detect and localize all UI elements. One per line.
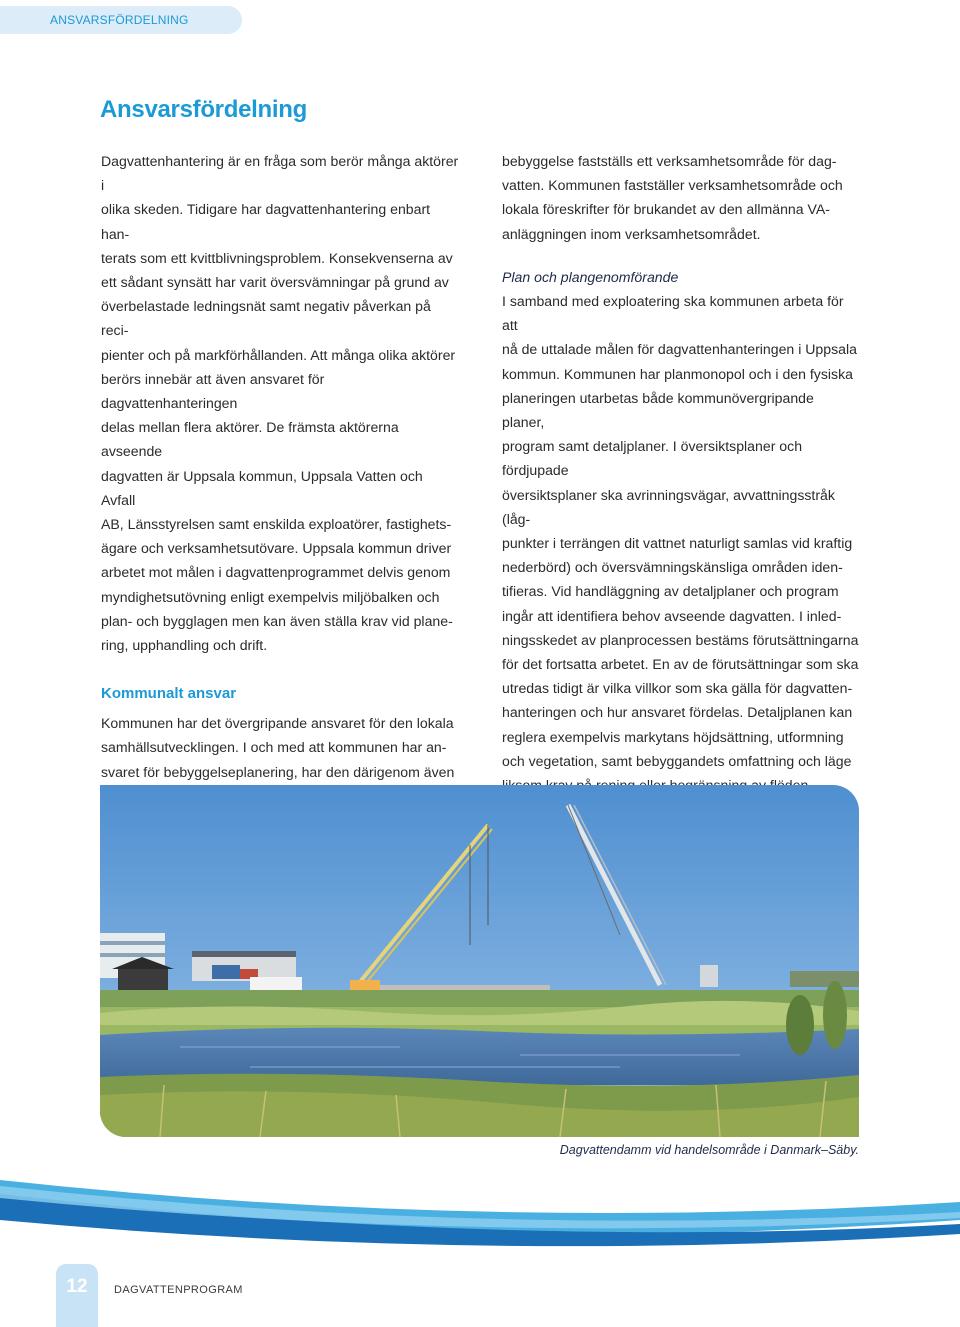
left-column bbox=[101, 149, 459, 856]
page-title: Ansvarsfördelning bbox=[100, 96, 307, 123]
right-column bbox=[502, 149, 860, 821]
section-tab-label: ANSVARSFÖRDELNING bbox=[50, 13, 189, 27]
subheading-kommunalt-ansvar: Kommunalt ansvar bbox=[101, 685, 237, 703]
decorative-wave bbox=[0, 1172, 960, 1262]
document-title: DAGVATTENPROGRAM bbox=[114, 1284, 243, 1296]
page-number: 12 bbox=[66, 1276, 88, 1297]
kommunalt-ansvar-paragraph: Kommunen har det övergripande ansvaret för den lokala samhällsutvecklingen. I och med att kommunen har an- svaret för bebyggelseplanering, har den därigenom även bbox=[101, 715, 455, 780]
section-tab bbox=[0, 6, 242, 34]
intro-paragraph: Dagvattenhantering är en fråga som berör många aktörer i olika skeden. Tidigare har dagvattenhantering enbart han- terats som ett kvittblivningsproblem. Konsekvenserna av ett sådant synsätt har varit översvämningar på grund av överbelastade ledningsnät samt negativ påverkan på reci- pienter och på markförhållanden. Att många olika aktörer berörs innebär att även ansvaret för dagvattenhanteringen delas mellan flera aktörer. De främsta aktörerna avseende dagvatten är Uppsala kommun, Uppsala Vatten och Avfall AB, Länsstyrelsen samt enskilda exploatörer, fastighets- ägare och verksamhetsutövare. Uppsala kommun driver arbetet mot målen i dagvattenprogrammet delvis genom myndighetsutövning enligt exempelvis miljöbalken och plan- och bygglagen men kan även ställa krav vid plane- ring, upphandling och drift. bbox=[101, 153, 459, 654]
subheading-plan: Plan och plangenomförande bbox=[502, 268, 679, 285]
continued-paragraph: bebyggelse fastställs ett verksamhetsområde för dag- vatten. Kommunen fastställer verksamhetsområde och lokala föreskrifter för brukandet av den allmänna VA- anläggningen inom verksamhetsområdet. bbox=[502, 153, 843, 242]
page-number-box bbox=[56, 1264, 98, 1327]
pond-photo bbox=[100, 785, 859, 1137]
photo-caption: Dagvattendamm vid handelsområde i Danmark–Säby. bbox=[559, 1143, 859, 1157]
plan-paragraph: I samband med exploatering ska kommunen arbeta för att nå de uttalade målen för dagvattenhanteringen i Uppsala kommun. Kommunen har planmonopol och i den fysiska planeringen utarbetas både kommunövergripande planer, program samt detaljplaner. I översiktsplaner och fördjupade översiktsplaner ska avrinningsvägar, avvattningsstråk (låg- punkter i terrängen dit vattnet naturligt samlas vid kraftig nederbörd) och översvämningskänsliga områden iden- tifieras. Vid handläggning av detaljplaner och program ingår att identifiera behov avseende dagvatten. I inled- ningsskedet av planprocessen bestäms förutsättningarna för det fortsatta arbetet. En av de förutsättningar som ska utredas tidigt är vilka villkor som ska gälla för dagvatten- hanteringen och hur ansvaret fördelas. Detaljplanen kan reglera exempelvis markytans höjdsättning, utformning och vegetation, samt bebyggandets omfattning och läge bbox=[502, 293, 859, 769]
